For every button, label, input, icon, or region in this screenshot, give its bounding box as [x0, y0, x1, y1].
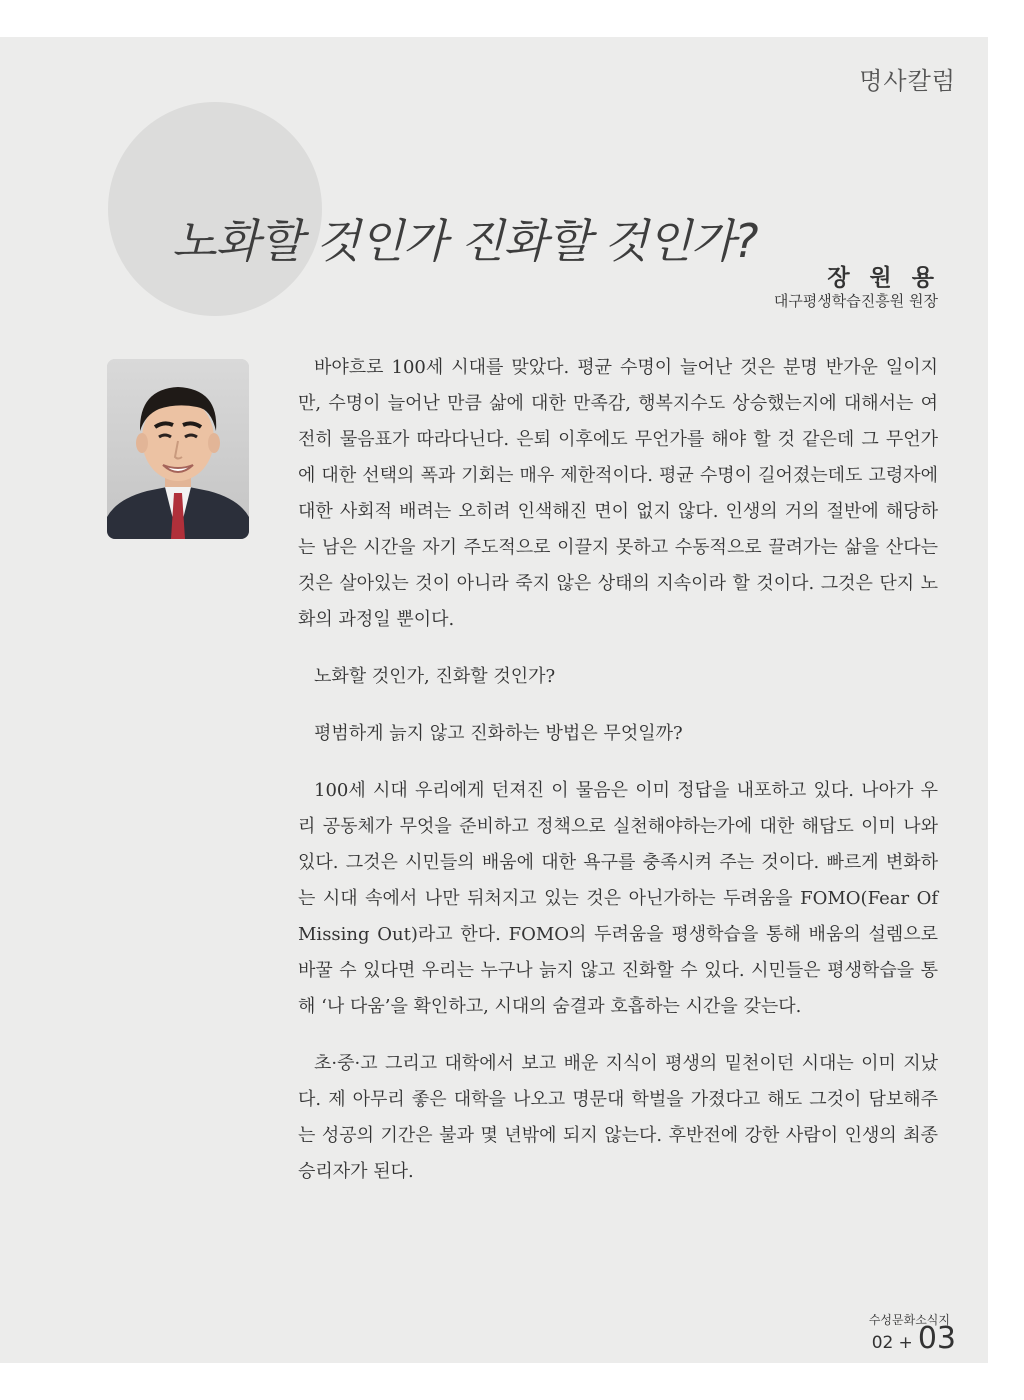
- page-number-right: 03: [917, 1321, 956, 1356]
- paragraph: 노화할 것인가, 진화할 것인가?: [314, 666, 556, 687]
- author-role: 대구평생학습진흥원 원장: [773, 292, 938, 310]
- page: [0, 37, 988, 1363]
- author-name: 장 원 용: [827, 264, 940, 291]
- publication-name: 수성문화소식지: [868, 1313, 950, 1327]
- article-title: 노화할 것인가 진화할 것인가?: [172, 214, 758, 268]
- paragraph: 초·중·고 그리고 대학에서 보고 배운 지식이 평생의 밑천이던 시대는 이미 지났다. 제 아무리 좋은 대학을 나오고 명문대 학벌을 가졌다고 해도 그것이 담보해주는 성공의 기간은 불과 몇 년밖에 되지 않는다. 후반전에 강한 사람이 인생의 최종 승리자가 된다.: [298, 1053, 938, 1182]
- paragraph: 바야흐로 100세 시대를 맞았다. 평균 수명이 늘어난 것은 분명 반가운 일이지만, 수명이 늘어난 만큼 삶에 대한 만족감, 행복지수도 상승했는지에 대해서는 여전히 물음표가 따라다닌다. 은퇴 이후에도 무언가를 해야 할 것 같은데 그 무언가에 대한 선택의 폭과 기회는 매우 제한적이다. 평균 수명이 길어졌는데도 고령자에 대한 사회적 배려는 오히려 인색해진 면이 없지 않다. 인생의 거의 절반에 해당하는 남은 시간을 자기 주도적으로 이끌지 못하고 수동적으로 끌려가는 삶을 산다는 것은 살아있는 것이 아니라 죽지 않은 상태의 지속이라 할 것이다. 그것은 단지 노화의 과정일 뿐이다.: [298, 357, 938, 630]
- article-body: [298, 350, 938, 1211]
- paragraph: 평범하게 늙지 않고 진화하는 방법은 무엇일까?: [314, 723, 683, 744]
- page-separator: +: [898, 1333, 913, 1353]
- page-numbers: [872, 1321, 956, 1356]
- author-portrait: [107, 359, 249, 539]
- section-label: 명사칼럼: [859, 67, 956, 95]
- author-portrait-image: [107, 359, 249, 539]
- paragraph: 100세 시대 우리에게 던져진 이 물음은 이미 정답을 내포하고 있다. 나아가 우리 공동체가 무엇을 준비하고 정책으로 실천해야하는가에 대한 해답도 이미 나와 있다. 그것은 시민들의 배움에 대한 욕구를 충족시켜 주는 것이다. 빠르게 변화하는 시대 속에서 나만 뒤처지고 있는 것은 아닌가하는 두려움을 FOMO(Fear Of Missing Out)라고 한다. FOMO의 두려움을 평생학습을 통해 배움의 설렘으로 바꿀 수 있다면 우리는 누구나 늙지 않고 진화할 수 있다. 시민들은 평생학습을 통해 ‘나 다움’을 확인하고, 시대의 숨결과 호흡하는 시간을 갖는다.: [298, 780, 938, 1017]
- page-number-left: 02: [871, 1333, 894, 1353]
